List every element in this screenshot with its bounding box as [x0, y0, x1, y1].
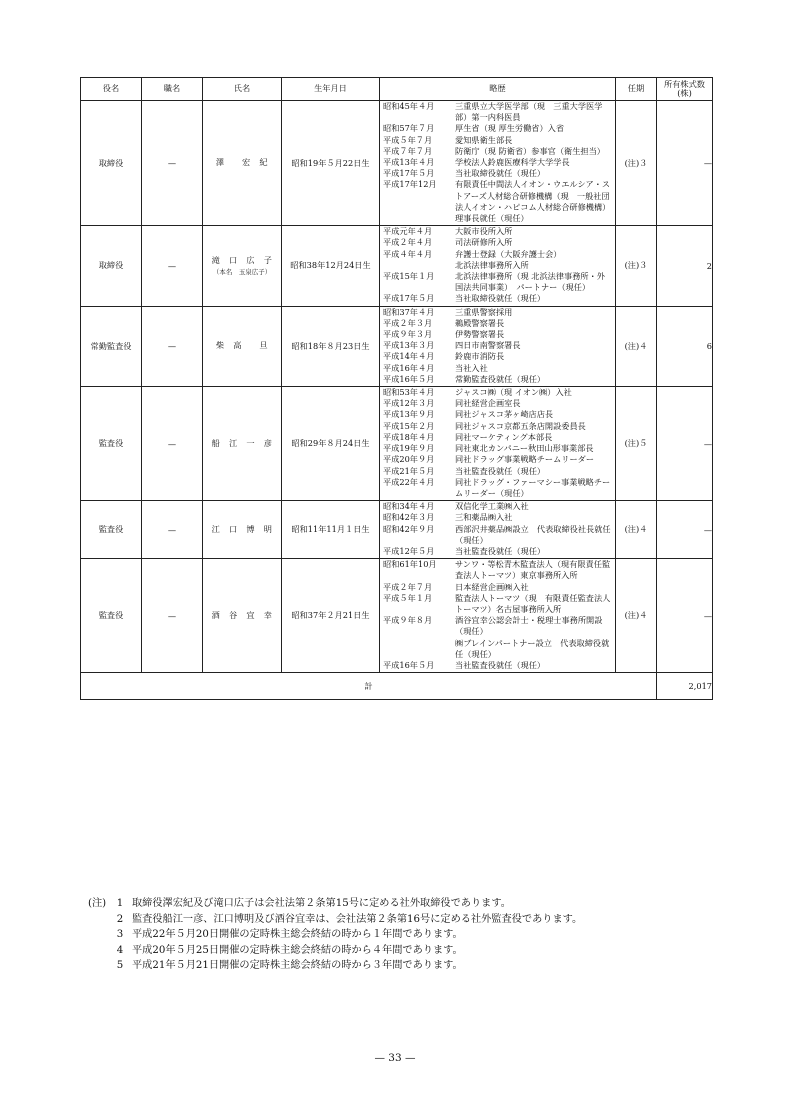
officer-name-cell [203, 306, 282, 386]
note-text: 平成20年５月25日開催の定時株主総会終結の時から４年間であります。 [132, 944, 463, 956]
career-date: 平成５年７月 [383, 134, 433, 145]
career-text: 愛知県衛生部長 [455, 134, 513, 145]
career-date: 平成16年５月 [383, 373, 435, 384]
officer-term: (注)４ [616, 306, 657, 386]
officer-position: — [142, 226, 203, 306]
career-text: 当社監査役就任（現任） [455, 659, 546, 670]
officer-name-cell [203, 501, 282, 559]
career-text: 監査法人トーマツ（現 有限責任監査法人トーマツ）名古屋事務所入所 [455, 592, 611, 614]
officer-birthdate: 昭和11年11月１日生 [282, 501, 380, 559]
career-date [383, 638, 453, 660]
career-date: 平成13年４月 [383, 157, 435, 168]
note-number: 5 [116, 960, 124, 972]
career-text: 同社ドラッグ・ファーマシー事業戦略チームリーダー（現任） [455, 476, 611, 498]
career-text: 同社経営企画室長 [455, 398, 521, 409]
officer-shares: — [657, 501, 713, 559]
officer-position: — [142, 387, 203, 501]
career-text: 同社ジャスコ茅ヶ崎店店長 [455, 409, 554, 420]
career-text: 同社ドラッグ事業戦略チームリーダー [455, 454, 595, 465]
career-date: 平成16年４月 [383, 362, 435, 373]
career-text: 伊勢警察署長 [455, 329, 505, 340]
officer-name: 滝 口 広 子 [211, 255, 273, 266]
career-date: 平成12年３月 [383, 398, 435, 409]
career-text: 鈴鹿市消防長 [455, 351, 505, 362]
career-text: 厚生省（現 厚生労働省）入省 [455, 123, 565, 134]
career-date: 昭和45年４月 [383, 101, 435, 111]
career-text: ㈱ブレインパートナー設立 代表取締役就任（現任） [455, 637, 610, 659]
officer-row [81, 306, 713, 386]
career-text: 日本経営企画㈱入社 [455, 581, 529, 592]
total-value: 2,017 [657, 673, 713, 700]
officer-position: — [142, 559, 203, 673]
career-date: 平成９年３月 [383, 329, 433, 340]
career-date: 平成20年９月 [383, 454, 435, 465]
career-date: 平成22年４月 [383, 476, 435, 487]
officer-term: (注)４ [616, 559, 657, 673]
officer-title: 監査役 [81, 559, 142, 673]
career-text: 有限責任中間法人イオン・ウエルシア・ストアーズ人材総合研修機構（現 一般社団法人イオン・ハピコム人材総合研修機構）理事長就任（現任） [455, 179, 611, 224]
career-text: 酒谷宜幸公認会計士・税理士事務所開設（現任） [455, 615, 603, 637]
career-date: 昭和34年４月 [383, 501, 435, 512]
career-date: 平成17年５月 [383, 168, 435, 179]
header-title: 役名 [81, 78, 142, 101]
career-text: 大阪市役所入所 [455, 226, 513, 237]
officer-name-cell [203, 226, 282, 306]
career-text: 当社入社 [455, 362, 488, 373]
officer-title: 監査役 [81, 387, 142, 501]
note-number: 4 [116, 944, 124, 956]
officer-name: 柴 高 旦 [215, 340, 269, 351]
officer-career [380, 559, 616, 673]
officer-row [81, 101, 713, 226]
header-birth: 生年月日 [282, 78, 380, 101]
header-term: 任期 [616, 78, 657, 101]
note-number: 2 [116, 913, 124, 925]
career-date: 昭和53年４月 [383, 387, 435, 398]
career-date: 平成17年12月 [383, 179, 437, 190]
career-date: 平成２年７月 [383, 581, 433, 592]
note-item [88, 958, 582, 974]
career-date: 平成16年５月 [383, 659, 435, 670]
career-text: 同社東北カンパニー秋田山形事業部長 [455, 443, 594, 454]
note-text: 監査役船江一彦、江口博明及び酒谷宜幸は、会社法第２条第16号に定める社外監査役であります。 [132, 913, 583, 925]
officer-row [81, 387, 713, 501]
career-text: 北浜法律事務所（現 北浜法律事務所・外国法共同事業） パートナー（現任） [455, 271, 605, 293]
note-indent [88, 927, 108, 943]
header-position: 職名 [142, 78, 203, 101]
officer-name: 澤 宏 紀 [215, 157, 269, 168]
career-text: 常勤監査役就任（現任） [455, 373, 546, 384]
career-text: 当社取締役就任（現任） [455, 168, 546, 179]
officer-shares: 2 [657, 226, 713, 306]
note-item [88, 912, 582, 928]
note-indent [88, 912, 108, 928]
note-indent [88, 958, 108, 974]
header-career: 略歴 [380, 78, 616, 101]
total-label: 計 [81, 673, 657, 700]
career-date: 平成13年３月 [383, 340, 435, 351]
career-text: 当社監査役就任（現任） [455, 545, 546, 556]
officer-shares: 6 [657, 306, 713, 386]
career-date: 平成18年４月 [383, 431, 435, 442]
officer-position: — [142, 306, 203, 386]
officer-name: 酒 谷 宜 幸 [211, 609, 273, 620]
note-indent [88, 943, 108, 959]
page-number: — 33 — [374, 1052, 416, 1064]
officer-row [81, 226, 713, 306]
officer-career [380, 101, 616, 226]
note-item [88, 896, 582, 912]
career-text: 三重県警察採用 [455, 306, 513, 317]
career-text: サンワ・等松青木監査法人（現有限責任監査法人トーマツ）東京事務所入所 [455, 559, 611, 581]
table-header-row [81, 78, 713, 101]
career-date: 平成17年５月 [383, 293, 435, 304]
career-text: ジャスコ㈱（現 イオン㈱）入社 [455, 387, 572, 398]
career-text: 弁護士登録（大阪弁護士会） [455, 248, 562, 259]
note-item [88, 927, 582, 943]
note-number: 3 [116, 929, 124, 941]
career-date: 平成９年８月 [383, 615, 433, 626]
career-date: 平成７年７月 [383, 145, 433, 156]
career-date: 平成13年９月 [383, 409, 435, 420]
career-text: 四日市南警察署長 [455, 340, 521, 351]
officer-row [81, 501, 713, 559]
header-shares: 所有株式数 (株) [657, 78, 713, 101]
header-name: 氏名 [203, 78, 282, 101]
officers-table [80, 77, 713, 700]
officer-career [380, 501, 616, 559]
note-text: 取締役澤宏紀及び滝口広子は会社法第２条第15号に定める社外取締役であります。 [132, 898, 511, 909]
notes-label: (注) [88, 898, 107, 909]
officer-position: — [142, 501, 203, 559]
officer-birthdate: 昭和37年２月21日生 [282, 559, 380, 673]
officer-birthdate: 昭和18年８月23日生 [282, 306, 380, 386]
career-text: 当社監査役就任（現任） [455, 465, 546, 476]
career-date: 平成21年５月 [383, 465, 435, 476]
career-date: 平成15年１月 [383, 271, 435, 282]
officer-row [81, 559, 713, 673]
career-date: 平成14年４月 [383, 351, 435, 362]
career-text: 当社取締役就任（現任） [455, 293, 546, 304]
career-text: 同社ジャスコ京都五条店開設委員長 [455, 420, 586, 431]
career-date: 平成２年４月 [383, 237, 433, 248]
career-date [383, 260, 453, 271]
officer-term: (注)５ [616, 387, 657, 501]
career-text: 司法研修所入所 [455, 237, 513, 248]
officer-name-cell [203, 387, 282, 501]
career-text: 学校法人鈴鹿医療科学大学学長 [455, 157, 570, 168]
officer-title: 取締役 [81, 226, 142, 306]
officer-shares: — [657, 101, 713, 226]
total-row [81, 673, 713, 700]
career-date: 平成４年４月 [383, 248, 433, 259]
notes-section [88, 896, 582, 974]
officer-name-cell [203, 101, 282, 226]
officer-name: 江 口 博 明 [211, 523, 273, 534]
career-date: 平成12年５月 [383, 545, 435, 556]
career-date: 昭和37年４月 [383, 306, 435, 317]
note-number: 1 [116, 898, 124, 909]
career-date: 平成５年１月 [383, 592, 433, 603]
officer-term: (注)３ [616, 226, 657, 306]
career-text: 西部沢井薬品㈱設立 代表取締役社長就任（現任） [455, 523, 611, 545]
officer-title: 監査役 [81, 501, 142, 559]
officer-birthdate: 昭和29年８月24日生 [282, 387, 380, 501]
officer-birthdate: 昭和19年５月22日生 [282, 101, 380, 226]
career-date: 昭和57年７月 [383, 123, 435, 134]
officer-title: 常勤監査役 [81, 306, 142, 386]
career-date: 平成19年９月 [383, 443, 435, 454]
note-text: 平成22年５月20日開催の定時株主総会終結の時から１年間であります。 [132, 929, 463, 941]
career-date: 平成15年２月 [383, 420, 435, 431]
officer-name-cell [203, 559, 282, 673]
career-text: 三和薬品㈱入社 [455, 512, 513, 523]
career-text: 同社マーケティング本部長 [455, 431, 553, 442]
career-date: 昭和61年10月 [383, 559, 437, 570]
officer-career [380, 387, 616, 501]
officer-birthdate: 昭和38年12月24日生 [282, 226, 380, 306]
career-text: 鵜殿警察署長 [455, 317, 505, 328]
career-text: 三重県立大学医学部（現 三重大学医学部）第一内科医員 [455, 101, 603, 123]
officer-real-name: （本名 玉泉広子） [212, 268, 272, 277]
officer-career [380, 226, 616, 306]
note-text: 平成21年５月21日開催の定時株主総会終結の時から３年間であります。 [132, 960, 463, 972]
career-date: 平成元年４月 [383, 226, 433, 237]
career-date: 平成２年３月 [383, 317, 433, 328]
note-item [88, 943, 582, 959]
career-text: 防衛庁（現 防衛省）参事官（衛生担当） [455, 145, 605, 156]
officer-shares: — [657, 387, 713, 501]
officer-shares: — [657, 559, 713, 673]
officer-term: (注)４ [616, 501, 657, 559]
career-text: 双信化学工業㈱入社 [455, 501, 529, 512]
career-date: 昭和42年３月 [383, 512, 435, 523]
career-date: 昭和42年９月 [383, 523, 435, 534]
officer-term: (注)３ [616, 101, 657, 226]
officer-title: 取締役 [81, 101, 142, 226]
career-text: 北浜法律事務所入所 [455, 259, 529, 270]
officer-name: 船 江 一 彦 [211, 437, 273, 448]
officer-career [380, 306, 616, 386]
officer-position: — [142, 101, 203, 226]
